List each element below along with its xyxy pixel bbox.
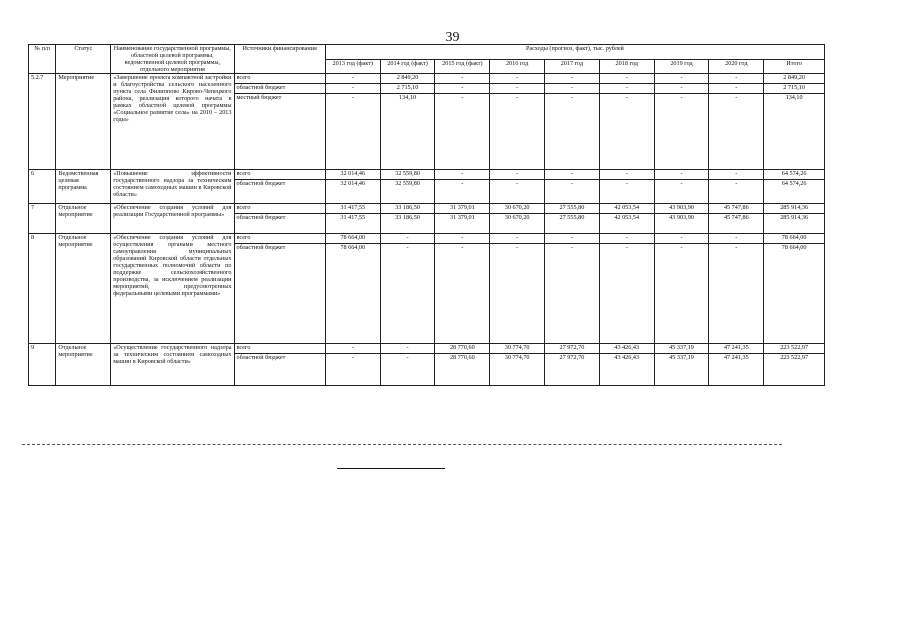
funding-source: областной бюджет [234, 180, 325, 204]
end-rule [337, 468, 445, 469]
amount-cell: - [654, 74, 709, 84]
year-header: 2020 год [709, 59, 764, 74]
amount-cell: - [599, 84, 654, 94]
amount-cell: - [435, 244, 490, 344]
amount-cell: - [490, 170, 545, 180]
col-name-header: Наименование государственной программы, областной целевой программы, ведомственной целевой программы, отдельного мероприятия [111, 45, 234, 74]
table-body [29, 74, 825, 386]
row-number: 8 [29, 234, 56, 344]
amount-cell: - [490, 74, 545, 84]
year-header: 2019 год [654, 59, 709, 74]
amount-cell: 33 186,50 [380, 214, 435, 234]
amount-cell: - [599, 74, 654, 84]
year-header: 2015 год (факт) [435, 59, 490, 74]
row-number: 5.2.7 [29, 74, 56, 170]
amount-cell: 31 417,55 [325, 214, 380, 234]
amount-cell: 78 664,00 [325, 234, 380, 244]
amount-cell: - [599, 234, 654, 244]
amount-cell: - [435, 84, 490, 94]
amount-cell: - [709, 244, 764, 344]
table-row [29, 170, 825, 180]
amount-cell: 2 849,20 [380, 74, 435, 84]
amount-cell: 47 241,35 [709, 354, 764, 386]
amount-cell: - [654, 180, 709, 204]
amount-cell: - [490, 244, 545, 344]
amount-cell: - [490, 84, 545, 94]
total-header: Итого [764, 59, 825, 74]
row-status: Отдельное мероприятие [56, 204, 111, 234]
funding-source: областной бюджет [234, 214, 325, 234]
amount-cell: 43 903,90 [654, 214, 709, 234]
header-row-top [29, 45, 825, 60]
amount-cell: - [435, 234, 490, 244]
amount-cell: - [435, 74, 490, 84]
amount-cell: 30 774,70 [490, 354, 545, 386]
amount-cell: 27 972,70 [545, 344, 600, 354]
amount-cell: - [709, 84, 764, 94]
total-cell: 223 522,97 [764, 344, 825, 354]
row-name: «Обеспечение создания условий для осуществления органами местного самоуправления муниципальных образований Кировской области отдельных государственных полномочий области по поддержке сельскохозяйственного производства, за исключением реализации мероприятий, предусмотренных федеральными целевыми программами» [111, 234, 234, 344]
amount-cell: - [545, 84, 600, 94]
amount-cell: - [435, 180, 490, 204]
amount-cell: - [545, 74, 600, 84]
row-status: Мероприятие [56, 74, 111, 170]
amount-cell: 30 670,20 [490, 214, 545, 234]
table-row [29, 344, 825, 354]
row-name: «Завершение проекта компактной застройки и благоустройства сельского населенного пункта села Филиппово Кирово-Чепецкого района, реализация которого начата в рамках областной целевой программы «Социальное развитие села» на 2010 – 2013 годы» [111, 74, 234, 170]
amount-cell: 43 426,43 [599, 354, 654, 386]
col-source-header: Источники финансирования [234, 45, 325, 74]
amount-cell: 27 555,80 [545, 214, 600, 234]
amount-cell: - [654, 84, 709, 94]
row-status: Отдельное мероприятие [56, 234, 111, 344]
row-number: 9 [29, 344, 56, 386]
year-header: 2017 год [545, 59, 600, 74]
row-status: Отдельное мероприятие [56, 344, 111, 386]
amount-cell: 42 053,54 [599, 204, 654, 214]
amount-cell: - [599, 94, 654, 170]
amount-cell: 32 559,80 [380, 170, 435, 180]
total-cell: 134,10 [764, 94, 825, 170]
amount-cell: - [490, 234, 545, 244]
amount-cell: - [654, 94, 709, 170]
total-cell: 285 914,36 [764, 204, 825, 214]
funding-source: всего [234, 234, 325, 244]
amount-cell: 28 770,60 [435, 344, 490, 354]
total-cell: 64 574,26 [764, 180, 825, 204]
amount-cell: - [709, 234, 764, 244]
year-header: 2016 год [490, 59, 545, 74]
col-expenses-header: Расходы (прогноз, факт), тыс. рублей [325, 45, 824, 60]
page-number: 39 [445, 30, 460, 45]
amount-cell: - [325, 344, 380, 354]
total-cell: 78 664,00 [764, 244, 825, 344]
amount-cell: - [545, 244, 600, 344]
amount-cell: - [545, 180, 600, 204]
amount-cell: 47 241,35 [709, 344, 764, 354]
budget-table [28, 44, 825, 386]
amount-cell: 32 014,46 [325, 170, 380, 180]
amount-cell: - [490, 180, 545, 204]
total-cell: 2 849,20 [764, 74, 825, 84]
amount-cell: - [435, 94, 490, 170]
amount-cell: - [709, 170, 764, 180]
total-cell: 2 715,10 [764, 84, 825, 94]
amount-cell: - [709, 94, 764, 170]
amount-cell: - [599, 180, 654, 204]
row-name: «Осуществление государственного надзора за техническим состоянием самоходных машин в Кировской области» [111, 344, 234, 386]
amount-cell: 43 903,90 [654, 204, 709, 214]
row-number: 7 [29, 204, 56, 234]
amount-cell: - [435, 170, 490, 180]
col-no-header: № п/п [29, 45, 56, 74]
amount-cell: - [709, 180, 764, 204]
amount-cell: 28 770,60 [435, 354, 490, 386]
funding-source: всего [234, 170, 325, 180]
amount-cell: 30 774,70 [490, 344, 545, 354]
amount-cell: - [490, 94, 545, 170]
amount-cell: 78 664,00 [325, 244, 380, 344]
table-row [29, 234, 825, 244]
amount-cell: 2 715,10 [380, 84, 435, 94]
amount-cell: 45 337,19 [654, 354, 709, 386]
amount-cell: 27 555,80 [545, 204, 600, 214]
row-status: Ведомственная целевая программа [56, 170, 111, 204]
total-cell: 285 914,36 [764, 214, 825, 234]
amount-cell: - [654, 234, 709, 244]
row-number: 6 [29, 170, 56, 204]
funding-source: всего [234, 74, 325, 84]
amount-cell: - [380, 234, 435, 244]
amount-cell: 134,10 [380, 94, 435, 170]
table-row [29, 74, 825, 84]
amount-cell: - [380, 354, 435, 386]
amount-cell: 42 053,54 [599, 214, 654, 234]
total-cell: 78 664,00 [764, 234, 825, 244]
total-cell: 223 522,97 [764, 354, 825, 386]
amount-cell: 31 379,01 [435, 214, 490, 234]
page-divider [22, 444, 782, 445]
amount-cell: 33 186,50 [380, 204, 435, 214]
amount-cell: 27 972,70 [545, 354, 600, 386]
amount-cell: - [599, 244, 654, 344]
funding-source: местный бюджет [234, 94, 325, 170]
amount-cell: 45 747,86 [709, 204, 764, 214]
amount-cell: 43 426,43 [599, 344, 654, 354]
year-header: 2013 год (факт) [325, 59, 380, 74]
amount-cell: 32 559,80 [380, 180, 435, 204]
amount-cell: - [599, 170, 654, 180]
row-name: «Обеспечение создания условий для реализации Государственной программы» [111, 204, 234, 234]
funding-source: всего [234, 204, 325, 214]
year-header: 2014 год (факт) [380, 59, 435, 74]
amount-cell: 30 670,20 [490, 204, 545, 214]
total-cell: 64 574,26 [764, 170, 825, 180]
funding-source: областной бюджет [234, 354, 325, 386]
amount-cell: - [325, 74, 380, 84]
amount-cell: - [325, 84, 380, 94]
funding-source: областной бюджет [234, 244, 325, 344]
amount-cell: 32 014,46 [325, 180, 380, 204]
amount-cell: - [545, 94, 600, 170]
amount-cell: - [545, 170, 600, 180]
amount-cell: - [654, 170, 709, 180]
amount-cell: 45 337,19 [654, 344, 709, 354]
table-row [29, 204, 825, 214]
amount-cell: - [325, 94, 380, 170]
year-header: 2018 год [599, 59, 654, 74]
row-name: «Повышение эффективности государственного надзора за техническим состоянием самоходных машин в Кировской области» [111, 170, 234, 204]
amount-cell: - [709, 74, 764, 84]
amount-cell: 31 379,01 [435, 204, 490, 214]
amount-cell: - [380, 344, 435, 354]
amount-cell: 31 417,55 [325, 204, 380, 214]
amount-cell: - [654, 244, 709, 344]
funding-source: областной бюджет [234, 84, 325, 94]
amount-cell: - [380, 244, 435, 344]
amount-cell: 45 747,86 [709, 214, 764, 234]
col-status-header: Статус [56, 45, 111, 74]
funding-source: всего [234, 344, 325, 354]
amount-cell: - [325, 354, 380, 386]
amount-cell: - [545, 234, 600, 244]
